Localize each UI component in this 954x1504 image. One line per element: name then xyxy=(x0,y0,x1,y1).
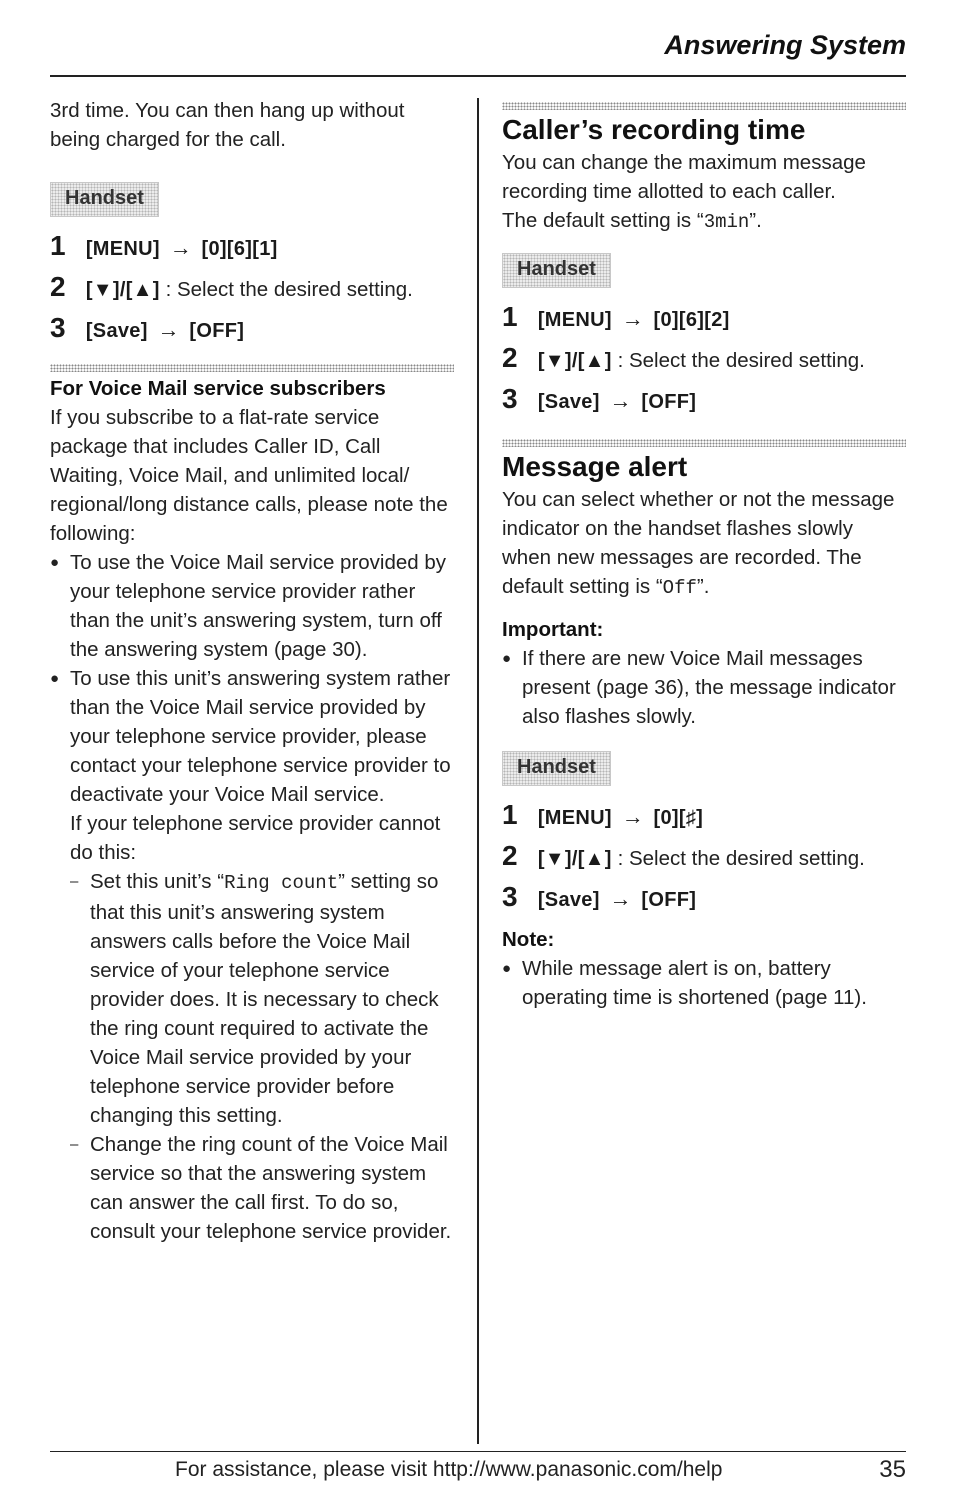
default-text: The default setting is “ xyxy=(502,209,704,232)
step-1 xyxy=(502,796,906,837)
off-key: [OFF] xyxy=(189,320,245,342)
step-number: 1 xyxy=(502,799,518,830)
step-2 xyxy=(50,268,458,309)
step-number: 1 xyxy=(50,230,66,261)
header-rule xyxy=(50,75,906,77)
message-alert-title: Message alert xyxy=(502,451,688,482)
bullet-text: If there are new Voice Mail messages present (page 36), the message indicator also flashes slowly. xyxy=(522,647,896,728)
column-divider xyxy=(477,98,479,1444)
message-alert-body xyxy=(502,485,906,603)
bullet-text: While message alert is on, battery operating time is shortened (page 11). xyxy=(522,957,867,1009)
step-description: : Select the desired setting. xyxy=(617,349,865,372)
step-description: : Select the desired setting. xyxy=(617,847,865,870)
page-number: 35 xyxy=(879,1456,906,1483)
dash-text: Change the ring count of the Voice Mail service so that the answering system can answer the call first. To do so, consult your telephone service provider. xyxy=(90,1133,452,1243)
recording-steps xyxy=(502,298,906,421)
dash-text: ” setting so that this unit’s answering system answers calls before the Voice Mail service of your telephone service provider does. It is necessary to check the ring count required to activate the Voice Mail service provided by your telephone service provider before changing this setting. xyxy=(90,870,439,1127)
menu-key: [MENU] xyxy=(537,807,612,829)
intro-text: 3rd time. You can then hang up without being charged for the call. xyxy=(50,99,405,151)
step-number: 3 xyxy=(502,881,518,912)
step-1 xyxy=(502,298,906,339)
voice-mail-bullets xyxy=(50,548,458,1246)
key-sequence: [0][♯] xyxy=(653,807,704,829)
navigator-keys: [▼]/[▲] xyxy=(537,350,612,372)
list-item xyxy=(50,664,458,1246)
key-sequence: [0][6][2] xyxy=(653,309,730,331)
handset-tag: Handset xyxy=(502,253,611,288)
voice-mail-intro: If you subscribe to a flat-rate service package that includes Caller ID, Call Waiting, Voice Mail, and unlimited local/ regional/long distance calls, please note the following: xyxy=(50,406,448,545)
default-text: ”. xyxy=(749,209,762,232)
section-divider xyxy=(50,364,454,372)
navigator-keys: [▼]/[▲] xyxy=(537,848,612,870)
dash-list xyxy=(70,867,458,1246)
recording-time-default xyxy=(502,206,906,237)
recording-time-body: You can change the maximum message recording time allotted to each caller. xyxy=(502,151,866,203)
left-column xyxy=(50,96,458,1246)
arrow-icon: → xyxy=(609,886,632,911)
step-3 xyxy=(502,878,906,919)
step-number: 2 xyxy=(50,271,66,302)
step-3 xyxy=(50,309,458,350)
off-key: [OFF] xyxy=(641,391,697,413)
save-key: [Save] xyxy=(537,391,600,413)
arrow-icon: → xyxy=(621,306,644,331)
section-divider xyxy=(502,439,906,447)
voice-mail-heading: For Voice Mail service subscribers xyxy=(50,377,386,400)
bullet-text: To use the Voice Mail service provided by your telephone service provider rather than the unit’s answering system, turn off the answering system (page 30). xyxy=(70,551,447,661)
alert-steps xyxy=(502,796,906,919)
menu-key: [MENU] xyxy=(537,309,612,331)
step-3 xyxy=(502,380,906,421)
important-label: Important: xyxy=(502,618,604,641)
save-key: [Save] xyxy=(85,320,148,342)
alert-text: You can select whether or not the message indicator on the handset flashes slowly when new messages are recorded. The default setting is “ xyxy=(502,488,895,598)
important-list xyxy=(502,644,906,731)
menu-key: [MENU] xyxy=(85,238,160,260)
off-key: [OFF] xyxy=(641,889,697,911)
handset-tag: Handset xyxy=(50,182,159,217)
default-value: 3min xyxy=(703,211,750,233)
arrow-icon: → xyxy=(169,235,192,260)
step-number: 2 xyxy=(502,840,518,871)
save-key: [Save] xyxy=(537,889,600,911)
right-column xyxy=(502,102,906,1012)
handset-tag: Handset xyxy=(502,751,611,786)
default-value: Off xyxy=(662,577,697,599)
list-item xyxy=(70,867,458,1130)
step-number: 1 xyxy=(502,301,518,332)
note-label: Note: xyxy=(502,928,555,951)
step-description: : Select the desired setting. xyxy=(165,278,413,301)
list-item xyxy=(50,548,458,664)
bullet-text: To use this unit’s answering system rather than the Voice Mail service provided by your telephone service provider, please contact your telephone service provider to deactivate your Voice Mail service. xyxy=(70,667,451,806)
alert-text: ”. xyxy=(696,575,710,598)
navigator-keys: [▼]/[▲] xyxy=(85,279,160,301)
ring-count-code: Ring count xyxy=(224,872,339,894)
key-sequence: [0][6][1] xyxy=(201,238,278,260)
step-1 xyxy=(50,227,458,268)
page-header-title: Answering System xyxy=(664,30,906,60)
step-number: 3 xyxy=(502,383,518,414)
list-item xyxy=(502,954,906,1012)
bullet-continuation: If your telephone service provider cannot do this: xyxy=(70,812,441,864)
arrow-icon: → xyxy=(621,804,644,829)
steps-block xyxy=(50,227,458,350)
note-list xyxy=(502,954,906,1012)
list-item xyxy=(70,1130,458,1246)
footer-help-text: For assistance, please visit http://www.panasonic.com/help xyxy=(175,1458,723,1481)
arrow-icon: → xyxy=(609,388,632,413)
step-2 xyxy=(502,837,906,878)
list-item xyxy=(502,644,906,731)
step-number: 3 xyxy=(50,312,66,343)
dash-text: Set this unit’s “ xyxy=(90,870,225,893)
arrow-icon: → xyxy=(157,317,180,342)
step-number: 2 xyxy=(502,342,518,373)
recording-time-title: Caller’s recording time xyxy=(502,114,806,145)
footer-rule xyxy=(50,1451,906,1452)
step-2 xyxy=(502,339,906,380)
section-divider xyxy=(502,102,906,110)
